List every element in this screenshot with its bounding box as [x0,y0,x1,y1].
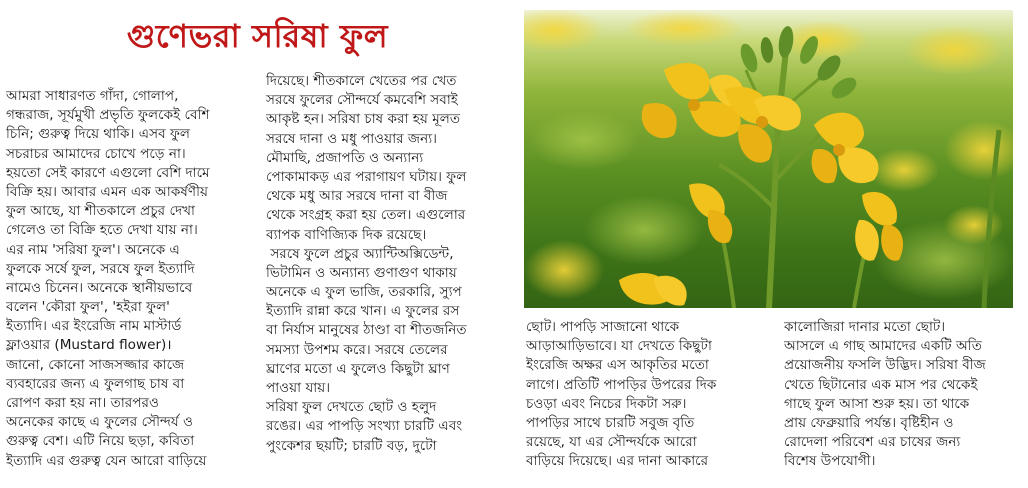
article-text-line: লাগে। প্রতিটি পাপড়ির উপরের দিক [526,376,717,393]
article-text-line: রোপণ করা হয় না। তারপরও [6,395,159,411]
article-text-line: গেলেও তা বিক্রি হতে দেখা যায় না। [6,222,198,239]
article-text-line: ঘ্রাণের মতো এ ফুলেও কিছুটা ঘ্রাণ [266,360,450,377]
article-text-line: ইত্যাদি এর গুরুত্ব যেন আরো বাড়িয়ে [6,452,207,469]
article-text-line: কালোজিরা দানার মতো ছোট। [784,319,946,335]
article-text-line: প্রায় ফেব্রুয়ারি পর্যন্ত। বৃষ্টিহীন ও [784,414,954,431]
article-text-line: পুংকেশর ছয়টি; চারটি বড়, দুটো [266,437,437,454]
article-text-line: সচরাচর আমাদের চোখে পড়ে না। [6,145,186,162]
article-text-line: সরিষা ফুল দেখতে ছোট ও হলুদ [266,399,437,416]
article-text-line: আমরা সাধারণত গাঁদা, গোলাপ, [6,88,179,104]
article-column-1 [6,87,254,471]
article-text-line: ইত্যাদি রান্না করে খান। এ ফুলের রস [266,303,460,320]
article-text-line: ছোট। পাপড়ি সাজানো থাকে [526,319,680,335]
article-text-line: মৌমাছি, প্রজাপতি ও অন্যান্য [266,149,424,166]
article-text-line: চিনি; গুরুত্ব দিয়ে থাকি। এসব ফুল [6,126,191,143]
article-text-line: এর নাম 'সরিষা ফুল'। অনেকে এ [6,241,180,258]
article-text-line: সরষে দানা ও মধু পাওয়ার জন্য। [266,130,438,147]
article-text-line: গন্ধরাজ, সূর্যমুখী প্রভৃতি ফুলকেই বেশি [6,107,210,124]
article-text-line: ইত্যাদি। এর ইংরেজি নাম মাস্টার্ড [6,318,182,335]
article-text-line: প্রয়োজনীয় ফসলি উদ্ভিদ। সরিষা বীজ [784,357,986,374]
article-text-line: বাড়িয়ে দিয়েছে। এর দানা আকারে [526,453,709,470]
article-text-line: হয়তো সেই কারণে এগুলো বেশি দামে [6,164,210,181]
article-text-line: ফুল আছে, যা শীতকালে প্রচুর দেখা [6,203,195,220]
article-column-4 [784,318,1024,472]
article-column-2 [266,72,516,456]
article-text-line: গুরুত্ব বেশ। এটি নিয়ে ছড়া, কবিতা [6,433,195,450]
article-text-line: ব্যবহারের জন্য এ ফুলগাছ চাষ বা [6,375,185,392]
article-text-line: আড়াআড়িভাবে। যা দেখতে কিছুটা [526,338,712,355]
article-text-line: চওড়া এবং নিচের দিকটা সরু। [526,395,687,412]
article-text-line: অনেকের কাছে এ ফুলের সৌন্দর্য ও [6,414,194,431]
article-text-line: বিশেষ উপযোগী। [784,453,876,470]
article-title: গুণেভরা সরিষা ফুল [126,17,389,55]
article-text-line: নামেও চিনেন। অনেকে স্থানীয়ভাবে [6,279,193,296]
article-text-line: ফুলকে সর্ষে ফুল, সরষে ফুল ইত্যাদি [6,260,195,277]
article-text-line: গাছে ফুল আসা শুরু হয়। তা থাকে [784,395,970,412]
article-text-line: রোদেলা পরিবেশ এর চাষের জন্য [784,434,961,451]
article-text-line: সরষে ফুলের সৌন্দর্যে কমবেশি সবাই [266,92,458,109]
article-column-3 [526,318,774,472]
article-text-line: সরষে ফুলে প্রচুর অ্যান্টিঅক্সিডেন্ট, [266,245,454,262]
article-text-line: ইংরেজি অক্ষর এস আকৃতির মতো [526,357,709,374]
article-text-line: ব্যাপক বাণিজ্যিক দিক রয়েছে। [266,226,427,243]
article-text-line: বিক্রি হয়। আবার এমন এক আকর্ষণীয় [6,183,208,200]
article-text-line: রঙের। এর পাপড়ি সংখ্যা চারটি এবং [266,418,463,435]
article-text-line: সমস্যা উপশম করে। সরষে তেলের [266,341,448,358]
article-text-line: অনেকে এ ফুল ভাজি, তরকারি, স্যুপ [266,284,462,301]
article-text-line: পোকামাকড় এর পরাগায়ণ ঘটায়। ফুল [266,168,467,185]
article-text-line: দিয়েছে। শীতকালে খেতের পর খেত [266,73,457,89]
article-text-line: বা নির্যাস মানুষের ঠাণ্ডা বা শীতজনিত [266,322,467,339]
article-text-line: থেকে সংগ্রহ করা হয় তেল। এগুলোর [266,207,466,224]
article-text-line: আকৃষ্ট হন। সরিষা চাষ করা হয় মূলত [266,111,461,128]
article-text-line: থেকে মধু আর সরষে দানা বা বীজ [266,188,448,205]
article-text-line: আসলে এ গাছ আমাদের একটি অতি [784,338,982,355]
article-text-line: রয়েছে, যা এর সৌন্দর্যকে আরো [526,434,697,451]
article-text-line: খেতে ছিটানোর এক মাস পর থেকেই [784,376,978,393]
article-text-line: জানো, কোনো সাজসজ্জার কাজে [6,356,185,373]
mustard-flower-illustration [524,10,1013,308]
article-text-line: ভিটামিন ও অন্যান্য গুণাগুণ থাকায় [266,264,457,281]
article-text-line: পাপড়ির সাথে চারটি সবুজ বৃতি [526,414,695,431]
article-text-line: ফ্লাওয়ার (Mustard flower)। [6,337,172,354]
mustard-flower-photo [524,10,1013,308]
article-text-line: পাওয়া যায়। [266,380,331,396]
article-text-line: বলেন 'কৌরা ফুল', 'হইরা ফুল' [6,299,170,316]
